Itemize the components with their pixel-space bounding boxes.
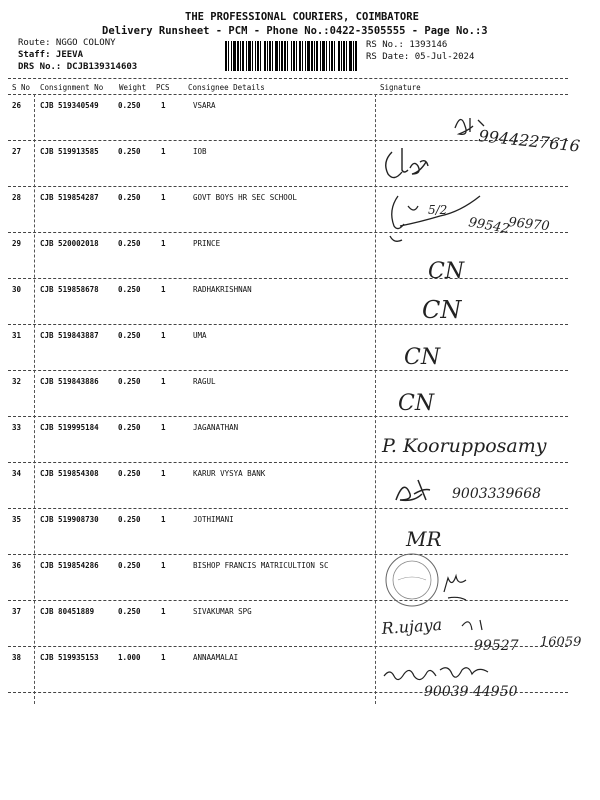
sig-37-name: R.ujaya: [380, 614, 443, 638]
row-sno: 37: [12, 607, 22, 616]
row-consignment-no: CJB 519854286: [40, 561, 99, 570]
row-consignee: RAGUL: [193, 377, 216, 386]
row-consignment-no: CJB 520002018: [40, 239, 99, 248]
sig-38-phone: 90039 44950: [424, 684, 518, 700]
row-sno: 33: [12, 423, 22, 432]
row-consignee: JAGANATHAN: [193, 423, 239, 432]
row-weight: 0.250: [118, 423, 141, 432]
row-consignment-no: CJB 519858678: [40, 285, 99, 294]
sig-26-phone: 9944227616: [477, 126, 581, 156]
row-pcs: 1: [161, 607, 166, 616]
row-pcs: 1: [161, 561, 166, 570]
row-sno: 27: [12, 147, 22, 156]
row-sno: 31: [12, 331, 22, 340]
row-weight: 0.250: [118, 515, 141, 524]
col-consignee: Consignee Details: [188, 83, 265, 92]
col-signature: Signature: [380, 83, 421, 92]
col-pcs: PCS: [156, 83, 170, 92]
row-consignment-no: CJB 80451889: [40, 607, 95, 616]
row-consignment-no: CJB 519843887: [40, 331, 99, 340]
rs-date: RS Date: 05-Jul-2024: [366, 52, 475, 62]
row-pcs: 1: [161, 653, 166, 662]
sig-28-b: 99542: [467, 215, 511, 238]
row-sno: 38: [12, 653, 22, 662]
signature-row-26: [455, 118, 581, 156]
row-pcs: 1: [161, 515, 166, 524]
sig-37-phone-a: 99527: [474, 638, 519, 654]
row-pcs: 1: [161, 285, 166, 294]
runsheet-subtitle: Delivery Runsheet - PCM - Phone No.:0422-3505555 - Page No.:3: [102, 25, 488, 37]
row-sno: 26: [12, 101, 22, 110]
row-weight: 0.250: [118, 377, 141, 386]
sig-29: CN: [428, 259, 465, 284]
row-consignment-no: CJB 519908730: [40, 515, 99, 524]
sig-35: MR: [406, 527, 442, 551]
row-weight: 0.250: [118, 147, 141, 156]
row-consignee: GOVT BOYS HR SEC SCHOOL: [193, 193, 297, 202]
signature-row-27: [386, 148, 428, 178]
sig-32: CN: [398, 391, 435, 416]
sig-33: P. Koorupposamy: [382, 435, 547, 457]
signature-row-37: [380, 615, 581, 654]
row-consignee: UMA: [193, 331, 207, 340]
sig-34-phone: 9003339668: [452, 486, 542, 502]
row-weight: 0.250: [118, 239, 141, 248]
row-weight: 0.250: [118, 101, 141, 110]
company-title: THE PROFESSIONAL COURIERS, COIMBATORE: [185, 11, 419, 23]
row-consignment-no: CJB 519854287: [40, 193, 99, 202]
row-sno: 32: [12, 377, 22, 386]
row-consignee: SIVAKUMAR SPG: [193, 607, 252, 616]
row-pcs: 1: [161, 423, 166, 432]
row-sno: 36: [12, 561, 22, 570]
signature-row-34: [396, 480, 541, 502]
row-weight: 0.250: [118, 285, 141, 294]
row-consignee: IOB: [193, 147, 207, 156]
row-pcs: 1: [161, 147, 166, 156]
sig-28-c: 96970: [507, 215, 551, 235]
signature-row-28: [390, 196, 550, 241]
stamp-row-36: [386, 554, 466, 606]
staff-label: Staff: JEEVA: [18, 50, 84, 60]
row-pcs: 1: [161, 331, 166, 340]
row-sno: 34: [12, 469, 22, 478]
row-sno: 30: [12, 285, 22, 294]
row-weight: 0.250: [118, 561, 141, 570]
row-pcs: 1: [161, 101, 166, 110]
sig-31: CN: [404, 345, 441, 370]
drs-number: DRS No.: DCJB139314603: [18, 62, 138, 72]
row-consignment-no: CJB 519913585: [40, 147, 99, 156]
col-consignment: Consignment No: [40, 83, 104, 92]
row-weight: 0.250: [118, 193, 141, 202]
row-consignee: ANNAAMALAI: [193, 653, 239, 662]
rs-number: RS No.: 1393146: [366, 40, 448, 50]
row-consignment-no: CJB 519843886: [40, 377, 99, 386]
row-consignment-no: CJB 519854308: [40, 469, 99, 478]
row-consignee: KARUR VYSYA BANK: [193, 469, 266, 478]
col-sno: S No: [12, 83, 31, 92]
sig-37-phone-b: 16059: [540, 635, 582, 650]
row-weight: 1.000: [118, 653, 141, 662]
row-consignment-no: CJB 519935153: [40, 653, 99, 662]
row-consignee: JOTHIMANI: [193, 515, 234, 524]
sig-28-a: 5/2: [428, 203, 448, 217]
row-sno: 35: [12, 515, 22, 524]
row-consignee: PRINCE: [193, 239, 221, 248]
row-consignment-no: CJB 519340549: [40, 101, 99, 110]
row-pcs: 1: [161, 193, 166, 202]
row-sno: 28: [12, 193, 22, 202]
signature-row-38: [384, 668, 518, 700]
row-pcs: 1: [161, 239, 166, 248]
row-pcs: 1: [161, 469, 166, 478]
row-sno: 29: [12, 239, 22, 248]
row-weight: 0.250: [118, 607, 141, 616]
row-consignee: BISHOP FRANCIS MATRICULTION SC: [193, 561, 329, 570]
row-weight: 0.250: [118, 469, 141, 478]
route-label: Route: NGGO COLONY: [18, 38, 116, 48]
sig-30: CN: [422, 296, 462, 324]
row-pcs: 1: [161, 377, 166, 386]
row-consignee: VSARA: [193, 101, 216, 110]
col-weight: Weight: [119, 83, 147, 92]
row-consignee: RADHAKRISHNAN: [193, 285, 252, 294]
row-consignment-no: CJB 519995184: [40, 423, 99, 432]
row-weight: 0.250: [118, 331, 141, 340]
